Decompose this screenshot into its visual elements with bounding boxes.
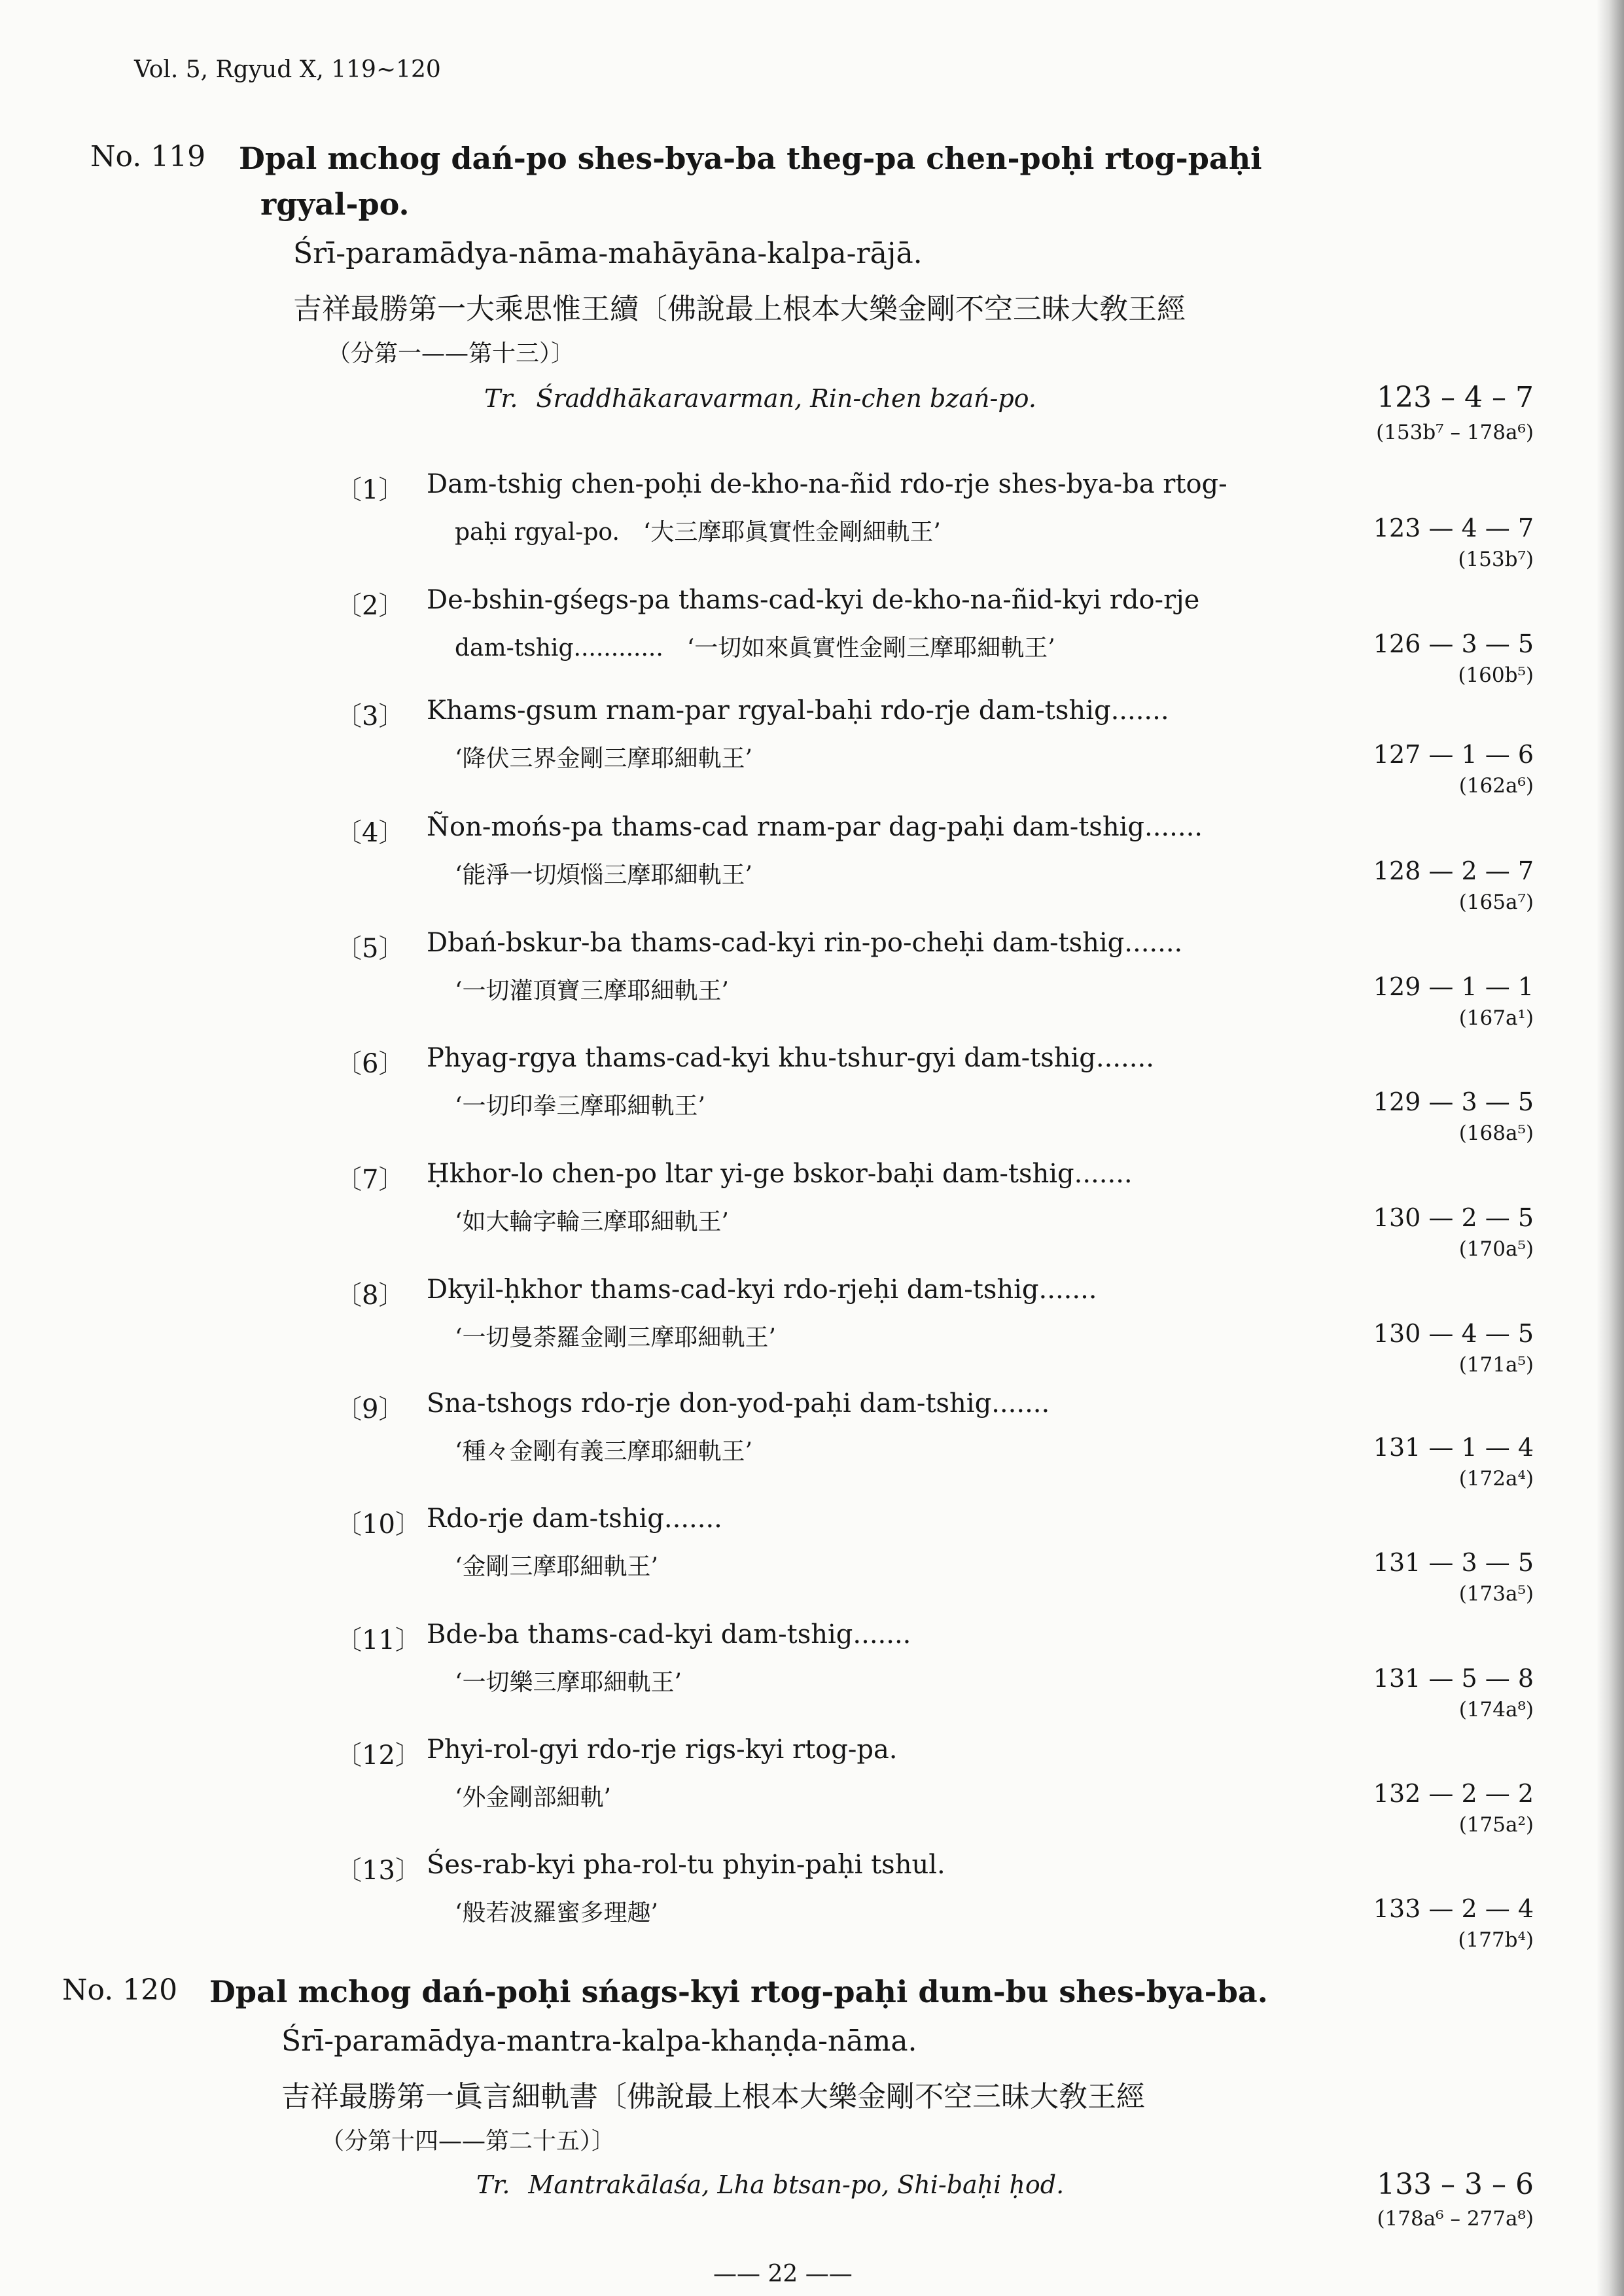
chapter-number: 〔11〕	[336, 1625, 421, 1655]
chapter-reference: 132 — 2 — 2	[1373, 1779, 1534, 1808]
chapter-entry-5	[0, 928, 1624, 1039]
chapter-tibetan-title: Śes-rab-kyi pha-rol-tu phyin-paḥi tshul.	[427, 1850, 945, 1880]
work-number-120: No. 120	[62, 1973, 178, 2007]
chapter-reference: 131 — 1 — 4	[1373, 1433, 1534, 1462]
chapter-title-cont: dam-tshig............ ‘一切如來眞實性金剛三摩耶細軌王’	[455, 635, 1055, 662]
chapter-folio: (170a⁵)	[1458, 1237, 1534, 1261]
chapter-number: 〔10〕	[336, 1510, 421, 1540]
work-120-translators	[476, 2170, 1064, 2199]
chapter-number: 〔3〕	[336, 701, 405, 732]
chapter-reference: 123 — 4 — 7	[1373, 514, 1534, 542]
chapter-folio: (172a⁴)	[1458, 1467, 1534, 1491]
work-120-folio: (178a⁶ – 277a⁸)	[1377, 2207, 1534, 2231]
chapter-entry-11	[0, 1619, 1624, 1731]
chapter-title-cont: ‘能淨一切煩惱三摩耶細軌王’	[455, 862, 752, 889]
chapter-entry-3	[0, 696, 1624, 807]
running-header: Vol. 5, Rgyud X, 119∼120	[134, 56, 441, 83]
work-number-119: No. 119	[90, 140, 206, 173]
chapter-entry-1	[0, 469, 1624, 580]
chapter-entry-6	[0, 1043, 1624, 1154]
chapter-title-cont: ‘般若波羅蜜多理趣’	[455, 1899, 658, 1926]
chapter-title-cont: ‘外金剛部細軌’	[455, 1784, 611, 1811]
translator-label: Tr.	[476, 2170, 510, 2199]
chapter-tibetan-title: Ḥkhor-lo chen-po ltar yi-ge bskor-baḥi dam-tshig.......	[427, 1159, 1133, 1189]
work-119-reference: 123 – 4 – 7	[1377, 381, 1534, 414]
chapter-folio: (168a⁵)	[1458, 1122, 1534, 1145]
translator-names: Mantrakālaśa, Lha btsan-po, Shi-baḥi ḥod.	[528, 2170, 1065, 2199]
chapter-number: 〔5〕	[336, 934, 405, 964]
work-119-title-line2: rgyal-po.	[260, 186, 410, 222]
chapter-number: 〔2〕	[336, 591, 405, 621]
work-120-title: Dpal mchog dań-poḥi sńags-kyi rtog-paḥi dum-bu shes-bya-ba.	[209, 1974, 1268, 2009]
chapter-folio: (165a⁷)	[1458, 891, 1534, 914]
chapter-title-cont: ‘一切樂三摩耶細軌王’	[455, 1669, 682, 1696]
chapter-title-cont: ‘金剛三摩耶細軌王’	[455, 1553, 658, 1580]
translator-label: Tr.	[484, 384, 518, 413]
chapter-tibetan-title: Khams-gsum rnam-par rgyal-baḥi rdo-rje dam-tshig.......	[427, 696, 1169, 726]
chapter-reference: 130 — 2 — 5	[1373, 1203, 1534, 1232]
chapter-tibetan-title: Bde-ba thams-cad-kyi dam-tshig.......	[427, 1619, 911, 1650]
chapter-reference: 129 — 1 — 1	[1373, 972, 1534, 1001]
chapter-reference: 130 — 4 — 5	[1373, 1319, 1534, 1348]
chapter-tibetan-title: Sna-tshogs rdo-rje don-yod-paḥi dam-tshig.......	[427, 1388, 1050, 1419]
work-120-sanskrit-title: Śrī-paramādya-mantra-kalpa-khaṇḍa-nāma.	[281, 2024, 917, 2058]
chapter-number: 〔9〕	[336, 1394, 405, 1424]
chapter-folio: (162a⁶)	[1458, 774, 1534, 798]
work-120-chinese-title-cont: （分第十四——第二十五）〕	[321, 2128, 616, 2155]
chapter-title-cont: ‘如大輪字輪三摩耶細軌王’	[455, 1209, 729, 1235]
chapter-entry-2	[0, 585, 1624, 696]
chapter-folio: (171a⁵)	[1458, 1353, 1534, 1377]
chapter-tibetan-title: Dbań-bskur-ba thams-cad-kyi rin-po-cheḥi dam-tshig.......	[427, 928, 1183, 958]
chapter-entry-9	[0, 1388, 1624, 1500]
chapter-title-cont: ‘降伏三界金剛三摩耶細軌王’	[455, 745, 752, 772]
work-119-chinese-title: 吉祥最勝第一大乘思惟王續〔佛說最上根本大樂金剛不空三昧大敎王經	[293, 292, 1186, 326]
chapter-number: 〔12〕	[336, 1740, 421, 1771]
work-120-reference: 133 – 3 – 6	[1377, 2168, 1534, 2201]
chapter-reference: 126 — 3 — 5	[1373, 629, 1534, 658]
chapter-folio: (175a²)	[1458, 1813, 1534, 1837]
work-119-translators	[484, 384, 1036, 413]
chapter-reference: 131 — 3 — 5	[1373, 1548, 1534, 1577]
chapter-entry-4	[0, 812, 1624, 923]
chapter-title-cont: ‘一切曼荼羅金剛三摩耶細軌王’	[455, 1324, 776, 1351]
chapter-title-cont: ‘一切灌頂寶三摩耶細軌王’	[455, 978, 729, 1004]
chapter-reference: 127 — 1 — 6	[1373, 740, 1534, 769]
chapter-number: 〔8〕	[336, 1280, 405, 1311]
chapter-number: 〔6〕	[336, 1049, 405, 1079]
chapter-entry-10	[0, 1504, 1624, 1615]
chapter-title-cont: ‘種々金剛有義三摩耶細軌王’	[455, 1438, 752, 1465]
chapter-folio: (177b⁴)	[1458, 1928, 1534, 1952]
chapter-reference: 129 — 3 — 5	[1373, 1087, 1534, 1116]
chapter-folio: (174a⁸)	[1458, 1698, 1534, 1722]
chapter-folio: (173a⁵)	[1458, 1582, 1534, 1606]
chapter-title-cont: ‘一切印拳三摩耶細軌王’	[455, 1093, 705, 1120]
chapter-entry-7	[0, 1159, 1624, 1270]
chapter-entry-12	[0, 1735, 1624, 1846]
chapter-tibetan-title: Ñon-mońs-pa thams-cad rnam-par dag-paḥi dam-tshig.......	[427, 812, 1203, 842]
work-119-sanskrit-title: Śrī-paramādya-nāma-mahāyāna-kalpa-rājā.	[293, 237, 923, 270]
chapter-number: 〔13〕	[336, 1856, 421, 1886]
work-119-chinese-title-cont: （分第一——第十三）〕	[327, 340, 575, 367]
chapter-entry-8	[0, 1275, 1624, 1386]
chapter-folio: (153b⁷)	[1458, 548, 1534, 571]
chapter-tibetan-title: Rdo-rje dam-tshig.......	[427, 1504, 722, 1534]
chapter-tibetan-title: Dkyil-ḥkhor thams-cad-kyi rdo-rjeḥi dam-tshig.......	[427, 1275, 1097, 1305]
chapter-number: 〔7〕	[336, 1165, 405, 1195]
chapter-entry-13	[0, 1850, 1624, 1961]
chapter-reference: 131 — 5 — 8	[1373, 1664, 1534, 1693]
translator-names: Śraddhākaravarman, Rin-chen bzań-po.	[536, 384, 1036, 413]
chapter-title-cont: paḥi rgyal-po. ‘大三摩耶眞實性金剛細軌王’	[455, 519, 941, 546]
chapter-tibetan-title: Phyi-rol-gyi rdo-rje rigs-kyi rtog-pa.	[427, 1735, 898, 1765]
work-119-title-line1: Dpal mchog dań-po shes-bya-ba theg-pa chen-poḥi rtog-paḥi	[239, 141, 1262, 176]
page-number: —— 22 ——	[713, 2261, 853, 2287]
chapter-reference: 128 — 2 — 7	[1373, 857, 1534, 885]
chapter-tibetan-title: De-bshin-gśegs-pa thams-cad-kyi de-kho-na-ñid-kyi rdo-rje	[427, 585, 1200, 615]
chapter-tibetan-title: Phyag-rgya thams-cad-kyi khu-tshur-gyi dam-tshig.......	[427, 1043, 1154, 1073]
chapter-number: 〔4〕	[336, 818, 405, 848]
chapter-number: 〔1〕	[336, 475, 405, 505]
chapter-folio: (160b⁵)	[1458, 663, 1534, 687]
chapter-tibetan-title: Dam-tshig chen-poḥi de-kho-na-ñid rdo-rje shes-bya-ba rtog-	[427, 469, 1227, 499]
chapter-folio: (167a¹)	[1458, 1006, 1534, 1030]
work-120-chinese-title: 吉祥最勝第一眞言細軌書〔佛說最上根本大樂金剛不空三昧大敎王經	[281, 2080, 1145, 2113]
chapter-reference: 133 — 2 — 4	[1373, 1894, 1534, 1923]
work-119-folio: (153b⁷ – 178a⁶)	[1376, 421, 1534, 444]
